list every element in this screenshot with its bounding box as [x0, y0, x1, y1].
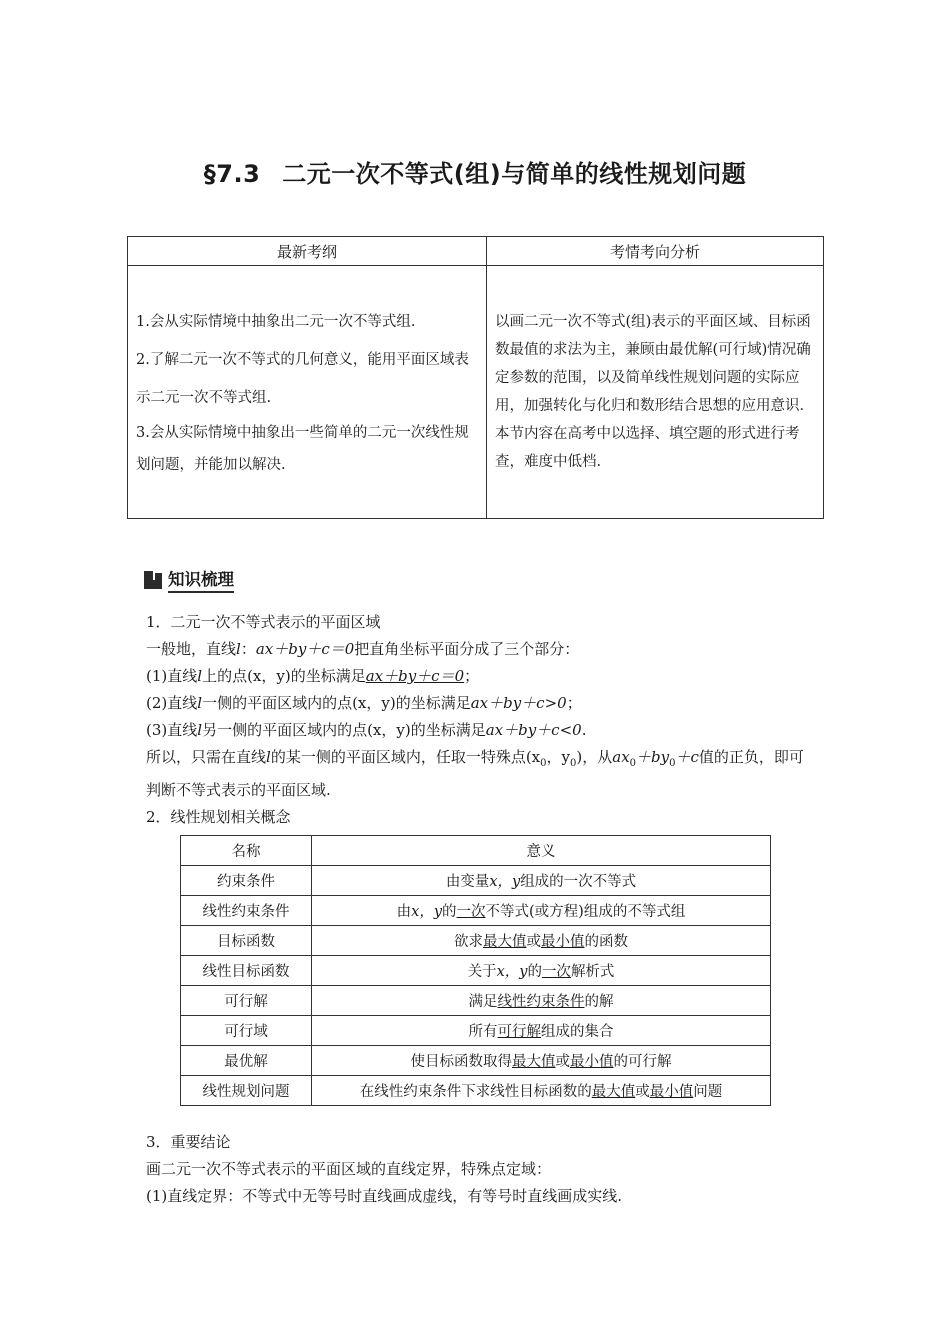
s1-item-2: (2)直线l一侧的平面区域内的点(x，y)的坐标满足ax＋by＋c>0； — [146, 694, 582, 712]
answer-blank: ax＋by＋c＝0 — [365, 667, 465, 685]
section-3 — [146, 1129, 816, 1210]
s2-heading: 2．线性规划相关概念 — [146, 808, 291, 826]
s1-item-3: (3)直线l另一侧的平面区域内的点(x，y)的坐标满足ax＋by＋c<0. — [146, 721, 587, 739]
concepts-table — [180, 835, 771, 1106]
outline-item: 1.会从实际情境中抽象出二元一次不等式组. — [136, 314, 416, 330]
s3-heading: 3．重要结论 — [146, 1133, 231, 1151]
table-row: 可行解 满足线性约束条件的解 — [181, 986, 771, 1016]
s1-item-1: (1)直线l上的点(x，y)的坐标满足ax＋by＋c＝0； — [146, 667, 480, 685]
outline-cell — [128, 266, 487, 519]
table-row: 线性规划问题 在线性约束条件下求线性目标函数的最大值或最小值问题 — [181, 1076, 771, 1106]
table-row: 线性目标函数 关于x，y的一次解析式 — [181, 956, 771, 986]
section-1 — [146, 609, 816, 831]
header-analysis: 考情考向分析 — [487, 237, 824, 266]
table-row: 可行域 所有可行解组成的集合 — [181, 1016, 771, 1046]
section-heading — [144, 566, 234, 593]
table-row: 最优解 使目标函数取得最大值或最小值的可行解 — [181, 1046, 771, 1076]
s1-summary: 所以，只需在直线l的某一侧的平面区域内，任取一特殊点($x_0$，$y_0$)，从$ax_0+by_0+c$值的正负，即可判断不等式表示的平面区域. — [146, 748, 804, 799]
outline-item: 3.会从实际情境中抽象出一些简单的二元一次线性规划问题，并能加以解决. — [136, 425, 469, 473]
table-row: 目标函数 欲求最大值或最小值的函数 — [181, 926, 771, 956]
table-row: 线性约束条件 由x，y的一次不等式(或方程)组成的不等式组 — [181, 896, 771, 926]
s1-intro: 一般地，直线l：ax＋by＋c＝0把直角坐标平面分成了三个部分： — [146, 640, 580, 658]
header-name: 名称 — [181, 836, 312, 866]
section-number: §7.3 — [203, 160, 261, 188]
header-outline: 最新考纲 — [128, 237, 487, 266]
header-meaning: 意义 — [312, 836, 771, 866]
page-title — [0, 154, 950, 189]
section-heading-label: 知识梳理 — [168, 566, 234, 593]
section-marker-icon — [144, 571, 162, 589]
overview-table — [127, 236, 824, 519]
title-text: 二元一次不等式(组)与简单的线性规划问题 — [282, 160, 747, 188]
outline-item: 2.了解二元一次不等式的几何意义，能用平面区域表示二元一次不等式组. — [136, 352, 469, 406]
s3-line-1: 画二元一次不等式表示的平面区域的直线定界，特殊点定域： — [146, 1160, 552, 1178]
s3-line-2: (1)直线定界：不等式中无等号时直线画成虚线，有等号时直线画成实线. — [146, 1187, 623, 1205]
analysis-cell: 以画二元一次不等式(组)表示的平面区域、目标函数最值的求法为主，兼顾由最优解(可行域)情况确定参数的范围，以及简单线性规划问题的实际应用，加强转化与化归和数形结合思想的应用意识．本节内容在高考中以选择、填空题的形式进行考查，难度中低档. — [487, 266, 824, 519]
table-header-row — [181, 836, 771, 866]
table-row: 约束条件 由变量x，y组成的一次不等式 — [181, 866, 771, 896]
s1-heading: 1．二元一次不等式表示的平面区域 — [146, 613, 381, 631]
